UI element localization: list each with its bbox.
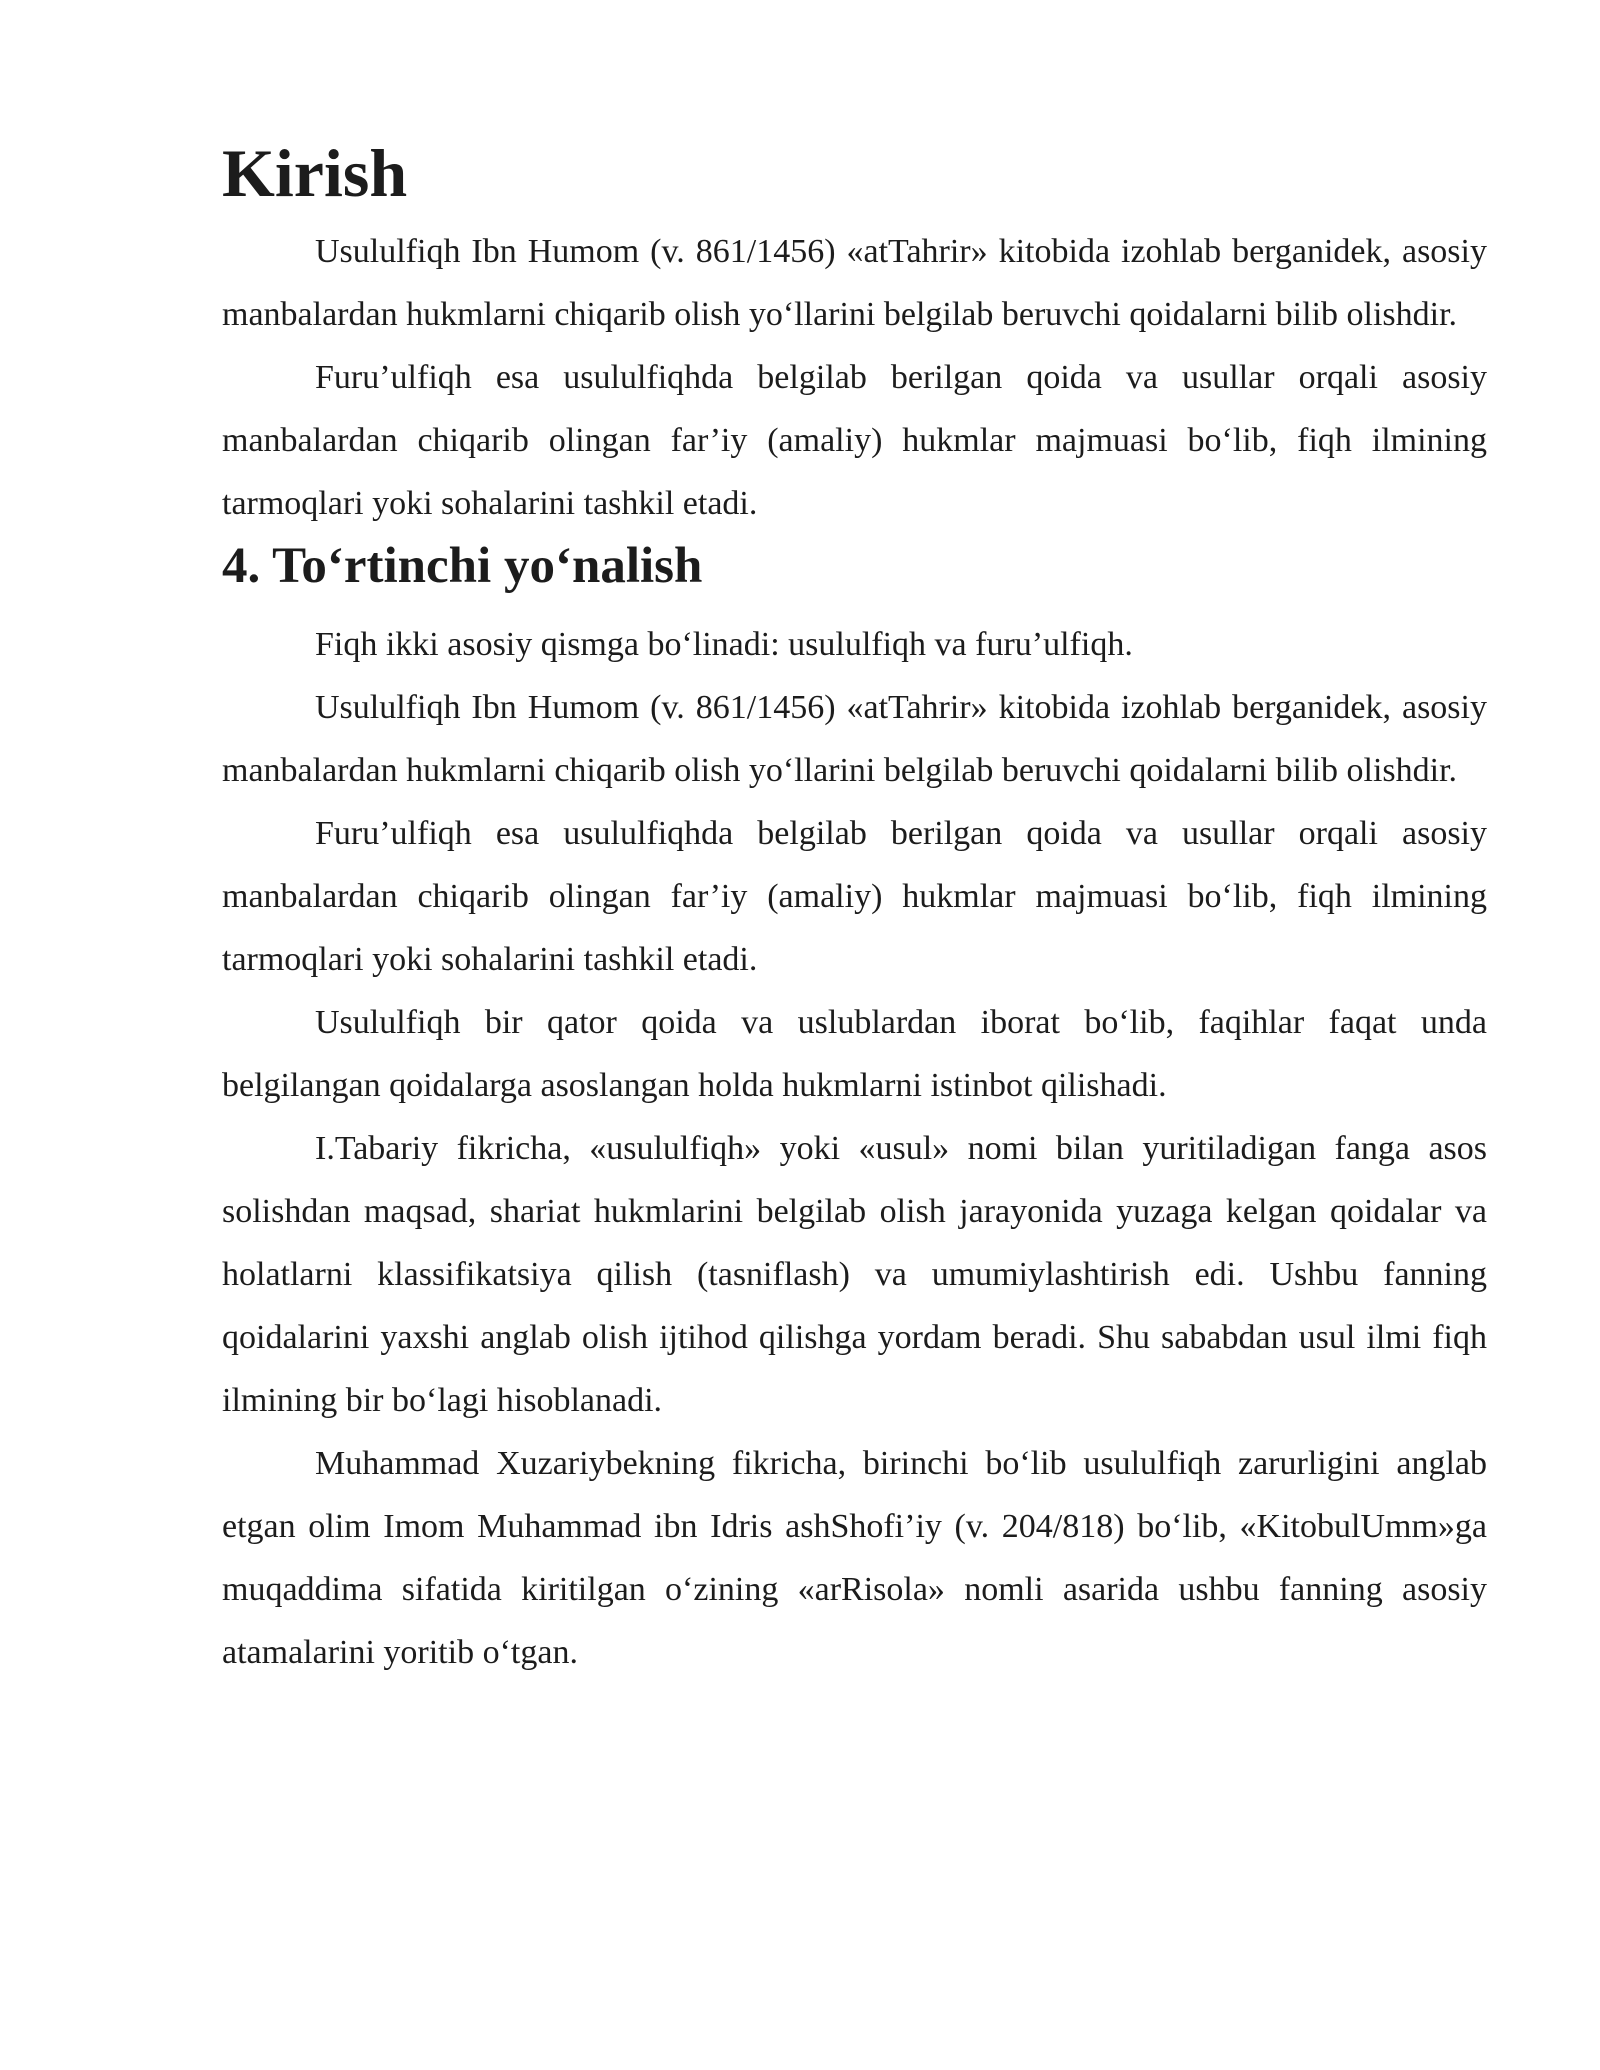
paragraph: Usululfiqh Ibn Humom (v. 861/1456) «atTahrir» kitobida izohlab berganidek, asosiy manbalardan hukmlarni chiqarib olish yo‘llarini belgilab beruvchi qoidalarni bilib olishdir. [222, 689, 1487, 789]
document-page [222, 135, 1487, 1684]
heading-section-4: 4. To‘rtinchi yo‘nalish [222, 538, 703, 594]
heading-intro: Kirish [222, 135, 408, 211]
paragraph: Usululfiqh Ibn Humom (v. 861/1456) «atTahrir» kitobida izohlab berganidek, asosiy manbalardan hukmlarni chiqarib olish yo‘llarini belgilab beruvchi qoidalarni bilib olishdir. [222, 233, 1487, 333]
paragraph: Fiqh ikki asosiy qismga bo‘linadi: usululfiqh va furu’ulfiqh. [315, 626, 1133, 663]
paragraph: Furu’ulfiqh esa usululfiqhda belgilab berilgan qoida va usullar orqali asosiy manbalardan chiqarib olingan far’iy (amaliy) hukmlar majmuasi bo‘lib, fiqh ilmining tarmoqlari yoki sohalarini tashkil etadi. [222, 815, 1487, 978]
paragraph: Usululfiqh bir qator qoida va uslublardan iborat bo‘lib, faqihlar faqat unda belgilangan qoidalarga asoslangan holda hukmlarni istinbot qilishadi. [222, 1004, 1487, 1104]
paragraph: I.Tabariy fikricha, «usululfiqh» yoki «usul» nomi bilan yuritiladigan fanga asos solishdan maqsad, shariat hukmlarini belgilab olish jarayonida yuzaga kelgan qoidalar va holatlarni klassifikatsiya qilish (tasniflash) va umumiylashtirish edi. Ushbu fanning qoidalarini yaxshi anglab olish ijtihod qilishga yordam beradi. Shu sababdan usul ilmi fiqh ilmining bir bo‘lagi hisoblanadi. [222, 1130, 1487, 1419]
paragraph: Furu’ulfiqh esa usululfiqhda belgilab berilgan qoida va usullar orqali asosiy manbalardan chiqarib olingan far’iy (amaliy) hukmlar majmuasi bo‘lib, fiqh ilmining tarmoqlari yoki sohalarini tashkil etadi. [222, 359, 1487, 522]
paragraph: Muhammad Xuzariybekning fikricha, birinchi bo‘lib usululfiqh zarurligini anglab etgan olim Imom Muhammad ibn Idris ashShofi’iy (v. 204/818) bo‘lib, «KitobulUmm»ga muqaddima sifatida kiritilgan o‘zining «arRisola» nomli asarida ushbu fanning asosiy atamalarini yoritib o‘tgan. [222, 1445, 1487, 1671]
